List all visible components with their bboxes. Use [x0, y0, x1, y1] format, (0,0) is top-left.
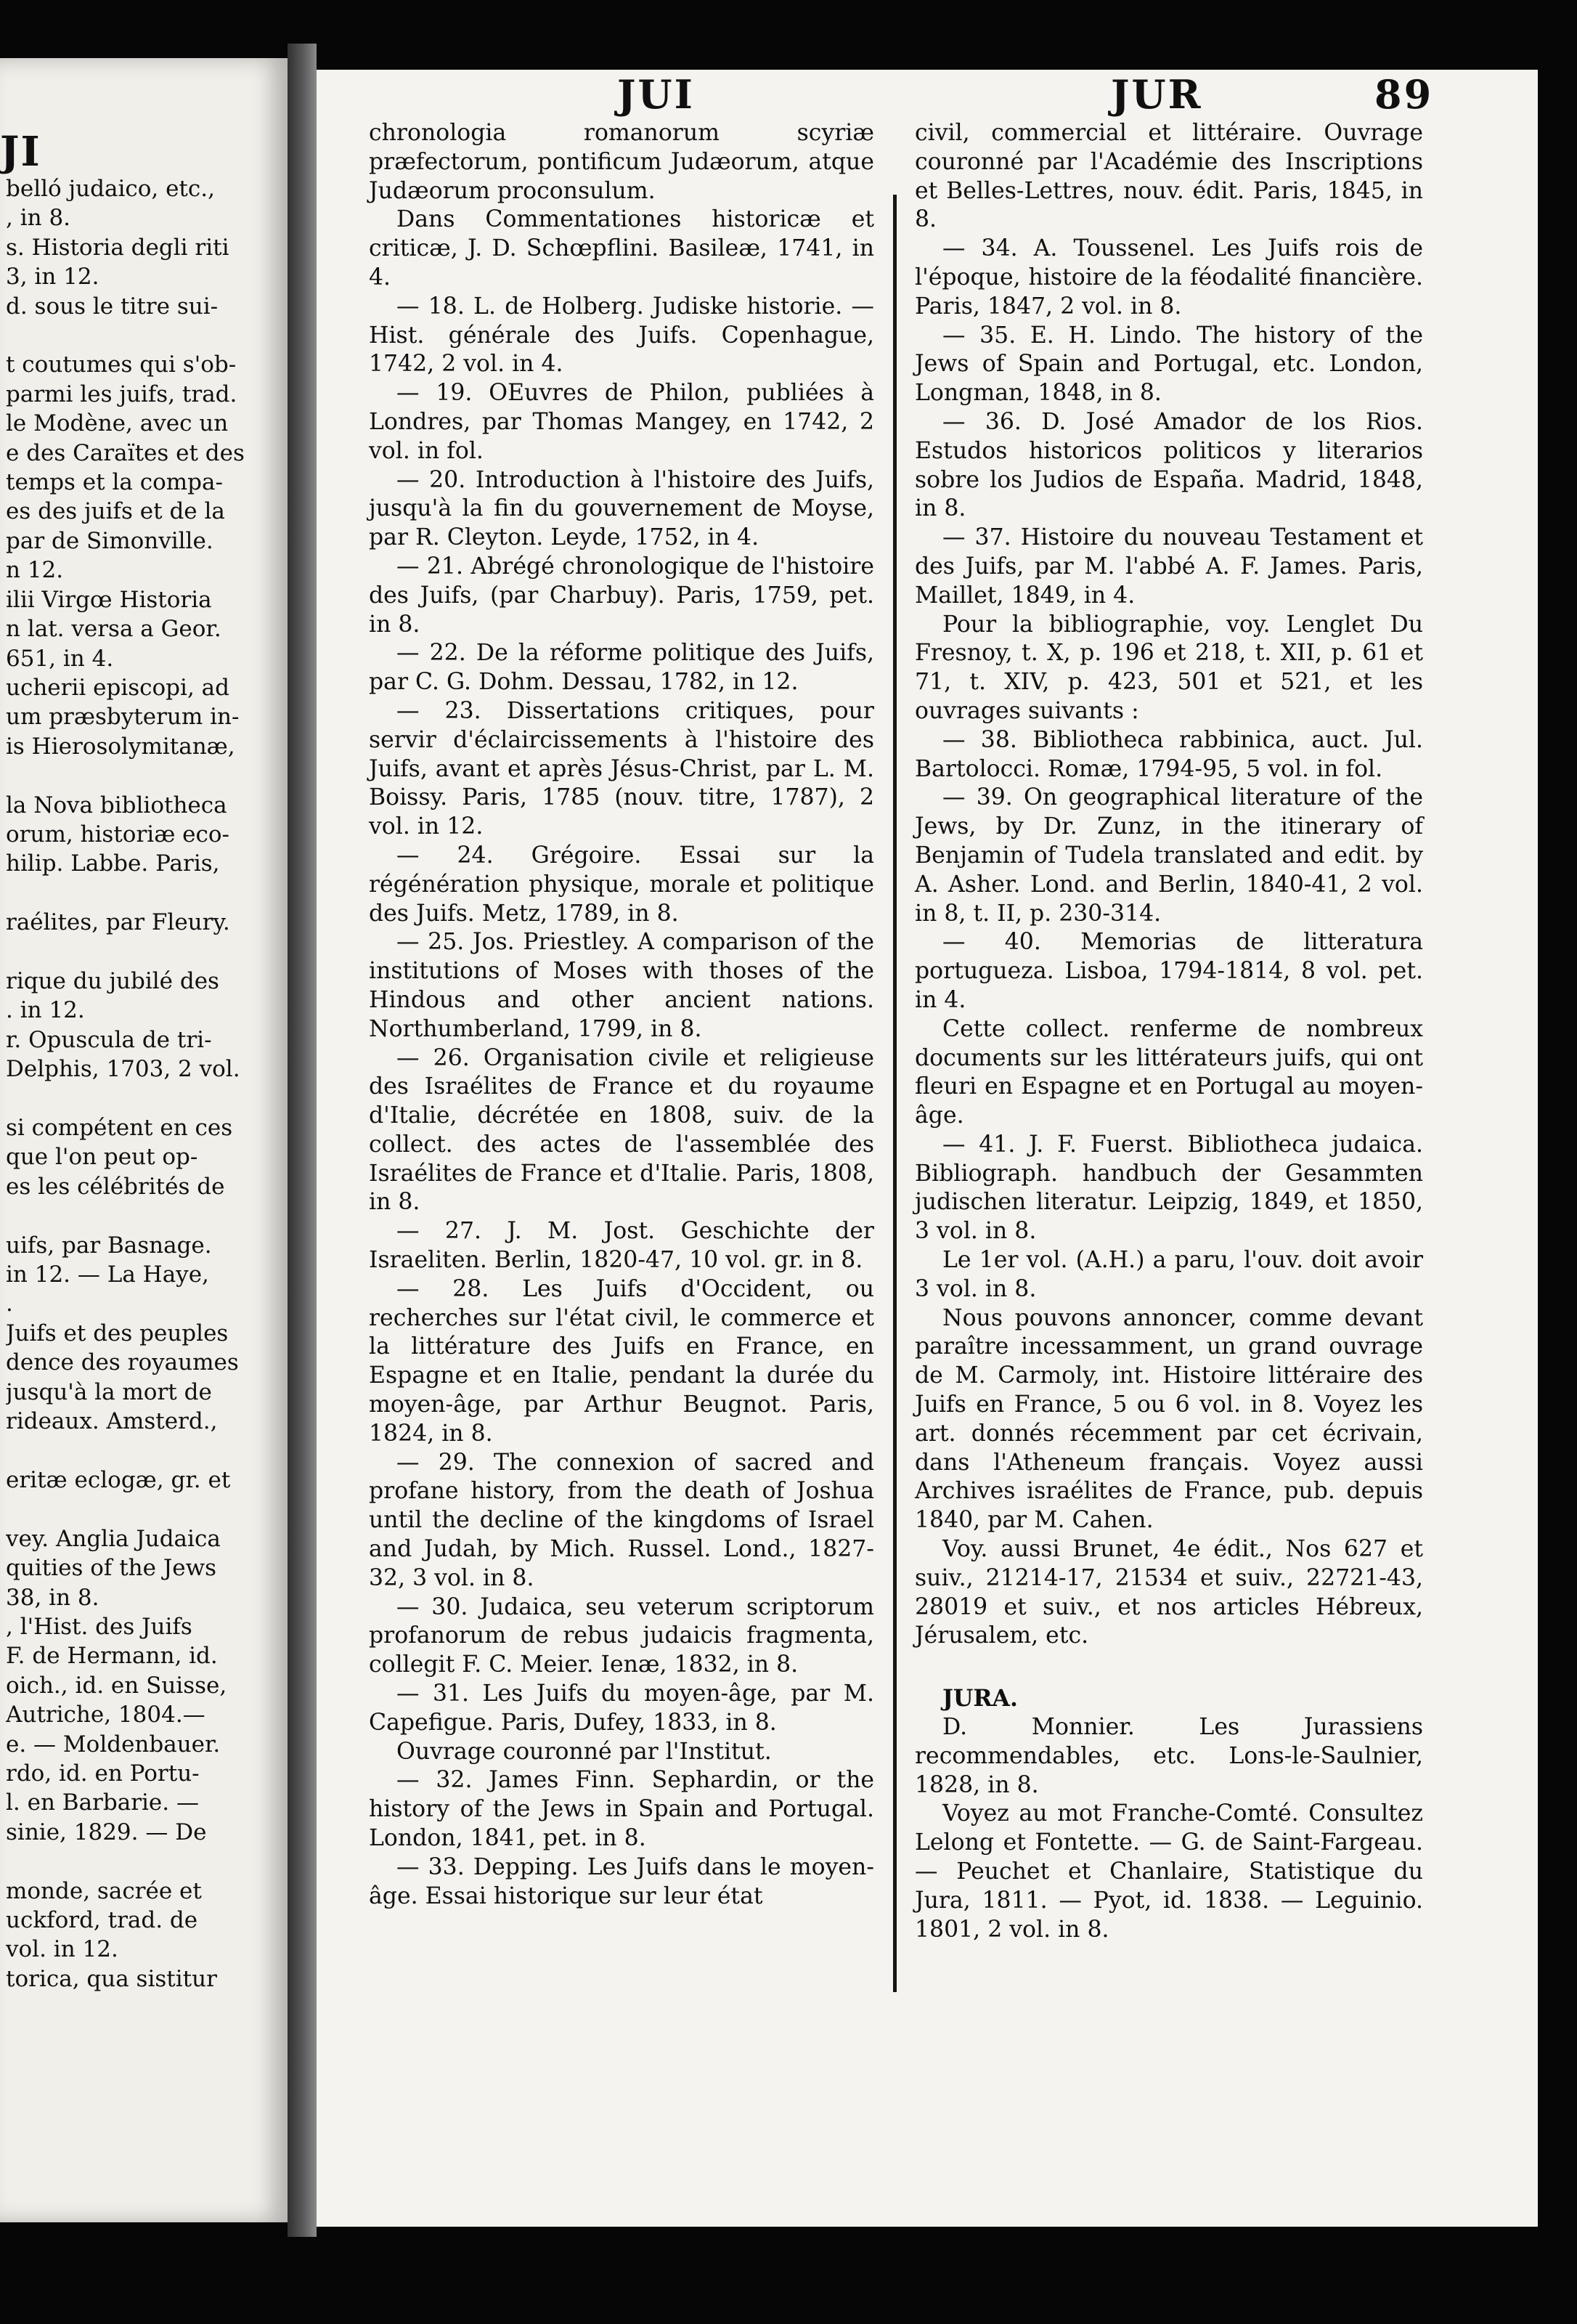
bibliography-entry: — 28. Les Juifs d'Occident, ou recherches sur l'état civil, le commerce et la littérature des Juifs en France, en Espagne et en Italie, pendant la durée du moyen-âge, par Arthur Beugnot. Paris, 1824, in 8.	[369, 1275, 874, 1447]
left-page-line	[6, 1201, 269, 1230]
left-page-line: , in 8.	[6, 205, 71, 232]
left-page-line	[6, 1847, 269, 1876]
left-page-line: la Nova bibliotheca	[6, 792, 227, 818]
bibliography-entry: — 27. J. M. Jost. Geschichte der Israeliten. Berlin, 1820-47, 10 vol. gr. in 8.	[369, 1218, 874, 1274]
left-page-line	[6, 321, 269, 350]
left-page-line: n 12.	[6, 557, 64, 584]
left-page-line: s. Historia degli riti	[6, 234, 229, 261]
left-page-line: l. en Barbarie. —	[6, 1789, 199, 1816]
left-page-line: 38, in 8.	[6, 1584, 99, 1611]
left-page-line: temps et la compa-	[6, 469, 223, 496]
left-page-line: orum, historiæ eco-	[6, 821, 230, 848]
bibliography-entry: chronologia romanorum scyriæ præfectorum, pontificum Judæorum, atque Judæorum proconsulum.	[369, 120, 874, 204]
page-number: 89	[1374, 71, 1434, 118]
bibliography-entry: — 34. A. Toussenel. Les Juifs rois de l'époque, histoire de la féodalité financière. Paris, 1847, 2 vol. in 8.	[915, 235, 1423, 320]
bibliography-entry: — 29. The connexion of sacred and profane history, from the death of Joshua until the decline of the kingdoms of Israel and Judah, by Mich. Russel. Lond., 1827-32, 3 vol. in 8.	[369, 1449, 874, 1591]
column-rule	[893, 195, 897, 1992]
left-page-line	[6, 879, 269, 908]
bibliography-entry: — 25. Jos. Priestley. A comparison of the institutions of Moses with thoses of the Hindous and other ancient nations. Northumberland, 1799, in 8.	[369, 929, 874, 1042]
left-page-line: es les célébrités de	[6, 1173, 225, 1200]
bibliography-entry: — 19. OEuvres de Philon, publiées à Londres, par Thomas Mangey, en 1742, 2 vol. in fol.	[369, 380, 874, 464]
left-page-line: 651, in 4.	[6, 645, 114, 672]
right-column	[915, 119, 1423, 1944]
left-page-line: F. de Hermann, id.	[6, 1643, 218, 1670]
left-page-line: in 12. — La Haye,	[6, 1261, 209, 1288]
bibliography-entry: — 26. Organisation civile et religieuse des Israélites de France et du royaume d'Italie, décrétée en 1808, suiv. de la collect. des actes de l'assemblée des Israélites de France et d'Italie. Paris, 1808, in 8.	[369, 1044, 874, 1216]
left-page-line: ucherii episcopi, ad	[6, 674, 229, 701]
left-page-line: vol. in 12.	[6, 1936, 118, 1963]
bibliography-entry: — 30. Judaica, seu veterum scriptorum profanorum de rebus judaicis fragmenta, collegit F. C. Meier. Ienæ, 1832, in 8.	[369, 1593, 874, 1678]
left-page-line: raélites, par Fleury.	[6, 909, 230, 936]
left-page-line: rdo, id. en Portu-	[6, 1760, 200, 1787]
left-page-line: Delphis, 1703, 2 vol.	[6, 1056, 240, 1083]
left-page-line	[6, 938, 269, 967]
left-page-line: vey. Anglia Judaica	[6, 1525, 221, 1552]
left-page-line: 3, in 12.	[6, 264, 99, 290]
bibliography-entry: — 39. On geographical literature of the Jews, by Dr. Zunz, in the itinerary of Benjamin of Tudela translated and edit. by A. Asher. Lond. and Berlin, 1840-41, 2 vol. in 8, t. II, p. 230-314.	[915, 784, 1423, 927]
left-page-line: is Hierosolymitanæ,	[6, 733, 235, 760]
left-page-line: d. sous le titre sui-	[6, 293, 219, 320]
left-page-line: sinie, 1829. — De	[6, 1819, 207, 1845]
bibliography-entry: — 32. James Finn. Sephardin, or the history of the Jews in Spain and Portugal. London, 1841, pet. in 8.	[369, 1767, 874, 1852]
bibliography-entry: — 31. Les Juifs du moyen-âge, par M. Capefigue. Paris, Dufey, 1833, in 8.	[369, 1681, 874, 1736]
left-page-line: uckford, trad. de	[6, 1906, 198, 1933]
left-page-line: rideaux. Amsterd.,	[6, 1408, 218, 1435]
left-page-line: oich., id. en Suisse,	[6, 1672, 227, 1699]
section-heading-jura: JURA.	[942, 1685, 1018, 1712]
left-page-line: eritæ eclogæ, gr. et	[6, 1466, 231, 1493]
left-page-line: dence des royaumes	[6, 1349, 239, 1376]
bibliography-entry: — 23. Dissertations critiques, pour servir d'éclaircissements à l'histoire des Juifs, avant et après Jésus-Christ, par L. M. Boissy. Paris, 1785 (nouv. titre, 1787), 2 vol. in 12.	[369, 697, 874, 840]
bibliography-entry: Dans Commentationes historicæ et criticæ, J. D. Schœpflini. Basileæ, 1741, in 4.	[369, 206, 874, 290]
left-page-line: . in 12.	[6, 997, 85, 1024]
left-page-line: e. — Moldenbauer.	[6, 1731, 221, 1758]
bibliography-entry: — 18. L. de Holberg. Judiske historie. — Hist. générale des Juifs. Copenhague, 1742, 2 vol. in 4.	[369, 293, 874, 378]
left-page-line: um præsbyterum in-	[6, 704, 240, 731]
left-page-header: JI	[0, 128, 41, 176]
left-page-line: si compétent en ces	[6, 1115, 233, 1141]
jura-entry: Voyez au mot Franche-Comté. Consultez Lelong et Fontette. — G. de Saint-Fargeau. — Peuchet et Chanlaire, Statistique du Jura, 1811. — Pyot, id. 1838. — Leguinio. 1801, 2 vol. in 8.	[915, 1800, 1423, 1943]
left-page-line	[6, 1084, 269, 1113]
bibliography-entry: civil, commercial et littéraire. Ouvrage couronné par l'Académie des Inscriptions et Belles-Lettres, nouv. édit. Paris, 1845, in 8.	[915, 120, 1423, 233]
bibliography-entry: — 40. Memorias de litteratura portugueza. Lisboa, 1794-1814, 8 vol. pet. in 4.	[915, 929, 1423, 1013]
bibliography-entry: — 33. Depping. Les Juifs dans le moyen-âge. Essai historique sur leur état	[369, 1853, 874, 1909]
left-page-line: hilip. Labbe. Paris,	[6, 850, 220, 877]
left-page-line: .	[6, 1291, 13, 1317]
bibliography-entry: — 36. D. José Amador de los Rios. Estudos historicos politicos y literarios sobre los Judios de España. Madrid, 1848, in 8.	[915, 408, 1423, 522]
left-page-line: belló judaico, etc.,	[6, 176, 215, 202]
left-page-line: par de Simonville.	[6, 527, 213, 554]
left-page-line: monde, sacrée et	[6, 1877, 202, 1904]
left-page-line: que l'on peut op-	[6, 1144, 198, 1171]
bibliography-entry: — 24. Grégoire. Essai sur la régénération physique, morale et politique des Juifs. Metz, 1789, in 8.	[369, 842, 874, 927]
left-page-line: jusqu'à la mort de	[6, 1378, 212, 1405]
left-page	[0, 58, 288, 2222]
left-page-line	[6, 1495, 269, 1524]
left-page-line: e des Caraïtes et des	[6, 439, 245, 466]
running-head-right: JUR	[1111, 71, 1203, 118]
left-page-line: t coutumes qui s'ob-	[6, 352, 237, 378]
left-page-line: ilii Virgœ Historia	[6, 586, 212, 613]
left-page-line: , l'Hist. des Juifs	[6, 1613, 192, 1640]
left-page-line: r. Opuscula de tri-	[6, 1026, 212, 1053]
bibliography-entry: Cette collect. renferme de nombreux documents sur les littérateurs juifs, qui ont fleuri en Espagne et en Portugal au moyen-âge.	[915, 1015, 1423, 1129]
left-page-line: n lat. versa a Geor.	[6, 616, 221, 643]
bibliography-entry: Pour la bibliographie, voy. Lenglet Du Fresnoy, t. X, p. 196 et 218, t. XII, p. 61 et 71, t. XIV, p. 423, 501 et 521, et les ouvrages suivants :	[915, 611, 1423, 724]
middle-column	[369, 119, 874, 1911]
jura-entry: D. Monnier. Les Jurassiens recommendables, etc. Lons-le-Saulnier, 1828, in 8.	[915, 1714, 1423, 1798]
left-page-line: quities of the Jews	[6, 1555, 217, 1582]
book-gutter	[288, 44, 317, 2237]
left-page-line: es des juifs et de la	[6, 498, 225, 525]
left-page-text	[0, 174, 269, 1994]
bibliography-entry: — 41. J. F. Fuerst. Bibliotheca judaica. Bibliograph. handbuch der Gesammten judischen literatur. Leipzig, 1849, et 1850, 3 vol. in 8.	[915, 1131, 1423, 1245]
bibliography-entry: Le 1er vol. (A.H.) a paru, l'ouv. doit avoir 3 vol. in 8.	[915, 1247, 1423, 1302]
left-page-line	[6, 1436, 269, 1465]
left-page-line: Juifs et des peuples	[6, 1320, 229, 1346]
left-page-line: parmi les juifs, trad.	[6, 381, 237, 407]
left-page-line: Autriche, 1804.—	[6, 1702, 205, 1728]
left-page-line: uifs, par Basnage.	[6, 1232, 212, 1259]
bibliography-entry: — 21. Abrégé chronologique de l'histoire des Juifs, (par Charbuy). Paris, 1759, pet. in 8.	[369, 553, 874, 638]
bibliography-entry: Nous pouvons annoncer, comme devant paraître incessamment, un grand ouvrage de M. Carmoly, int. Histoire littéraire des Juifs en France, 5 ou 6 vol. in 8. Voyez les art. donnés récemment par cet écrivain, dans l'Atheneum français. Voyez aussi Archives israélites de France, pub. depuis 1840, par M. Cahen.	[915, 1304, 1423, 1534]
bibliography-entry: — 20. Introduction à l'histoire des Juifs, jusqu'à la fin du gouvernement de Moyse, par R. Cleyton. Leyde, 1752, in 4.	[369, 466, 874, 551]
bibliography-entry: — 37. Histoire du nouveau Testament et des Juifs, par M. l'abbé A. F. James. Paris, Maillet, 1849, in 4.	[915, 524, 1423, 609]
left-page-line	[6, 761, 269, 790]
bibliography-entry: — 35. E. H. Lindo. The history of the Jews of Spain and Portugal, etc. London, Longman, 1848, in 8.	[915, 322, 1423, 407]
running-head-left: JUI	[617, 71, 695, 118]
bibliography-entry: Voy. aussi Brunet, 4e édit., Nos 627 et suiv., 21214-17, 21534 et suiv., 22721-43, 28019 et suiv., et nos articles Hébreux, Jérusalem, etc.	[915, 1536, 1423, 1649]
bibliography-entry: — 38. Bibliotheca rabbinica, auct. Jul. Bartolocci. Romæ, 1794-95, 5 vol. in fol.	[915, 726, 1423, 782]
left-page-line: torica, qua sistitur	[6, 1965, 217, 1992]
bibliography-entry: — 22. De la réforme politique des Juifs, par C. G. Dohm. Dessau, 1782, in 12.	[369, 640, 874, 696]
bibliography-entry: Ouvrage couronné par l'Institut.	[396, 1738, 772, 1765]
left-page-line: rique du jubilé des	[6, 967, 219, 994]
left-page-line: le Modène, avec un	[6, 410, 229, 437]
